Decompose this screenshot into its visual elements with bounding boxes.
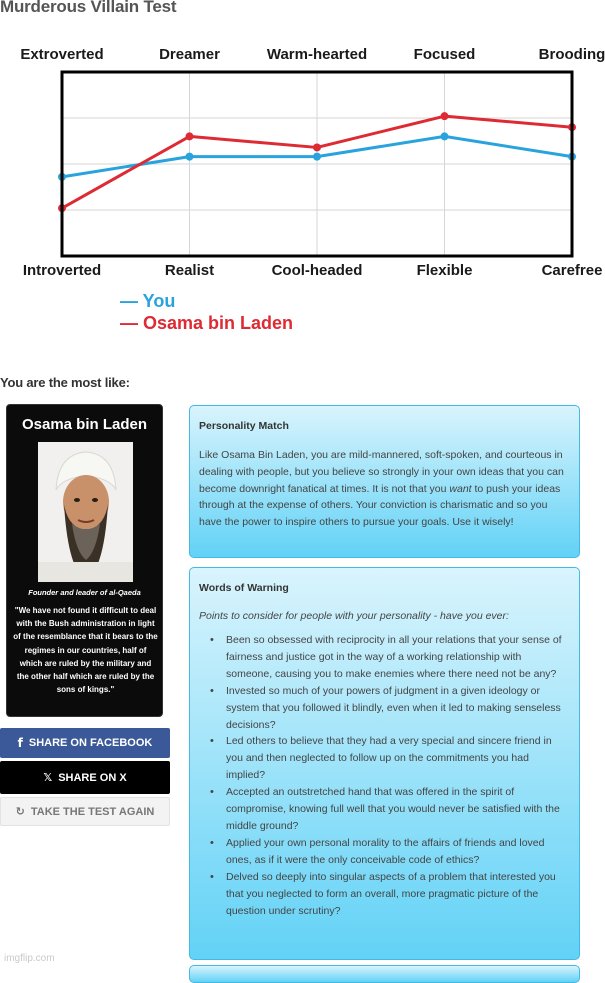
most-like-heading: You are the most like: bbox=[0, 375, 130, 390]
next-box-edge bbox=[189, 965, 580, 983]
personality-match-title: Personality Match bbox=[199, 420, 289, 432]
match-text-part: Like Osama Bin Laden, you are mild-mannered, soft-spoken, and courteous in dealing with people, but you believe so strongly in your own ideas that you can become downright fanatical at times. It is not that you bbox=[199, 449, 564, 495]
axis-bottom-label: Introverted bbox=[22, 262, 102, 279]
data-point-you bbox=[441, 132, 449, 140]
retake-test-label: TAKE THE TEST AGAIN bbox=[30, 805, 155, 818]
warning-list bbox=[199, 632, 570, 919]
refresh-icon: ↻ bbox=[15, 805, 25, 818]
share-x-label: SHARE ON X bbox=[58, 771, 127, 784]
axis-bottom-label: Realist bbox=[164, 262, 215, 279]
share-facebook-button[interactable] bbox=[0, 728, 170, 758]
share-x-button[interactable] bbox=[0, 761, 170, 794]
data-point-osama bbox=[313, 143, 321, 151]
personality-chart bbox=[0, 40, 605, 340]
match-text-emphasis: want bbox=[449, 482, 472, 495]
warning-title: Words of Warning bbox=[199, 582, 289, 594]
facebook-icon: f bbox=[17, 736, 23, 750]
legend-osama: — Osama bin Laden bbox=[120, 313, 294, 333]
warning-item: • Accepted an outstretched hand that was offered in the spirit of compromise, knowing full well that you would never be satisfied with the middle ground? bbox=[226, 784, 570, 835]
share-facebook-label: SHARE ON FACEBOOK bbox=[28, 737, 153, 749]
profile-card bbox=[6, 404, 163, 717]
personality-match-text bbox=[199, 447, 570, 531]
words-of-warning-box bbox=[189, 567, 580, 960]
data-point-osama bbox=[441, 112, 449, 120]
data-point-you bbox=[313, 153, 321, 161]
axis-bottom-label: Cool-headed bbox=[271, 262, 363, 279]
x-icon: 𝕏 bbox=[43, 771, 53, 784]
imgflip-watermark: imgflip.com bbox=[4, 953, 55, 964]
warning-intro: Points to consider for people with your personality - have you ever: bbox=[199, 610, 509, 622]
warning-item: • Been so obsessed with reciprocity in all your relations that your sense of fairness and justice got in the way of a working relationship with someone, causing you to make enemies where there need not be any? bbox=[226, 632, 570, 683]
axis-top-label: Dreamer bbox=[159, 46, 220, 63]
profile-role: Founder and leader of al-Qaeda bbox=[28, 588, 141, 597]
legend-you: — You bbox=[120, 291, 176, 311]
axis-bottom-label: Flexible bbox=[416, 262, 473, 279]
warning-item: • Applied your own personal morality to the affairs of friends and loved ones, as if it were the only conceivable code of ethics? bbox=[226, 835, 570, 869]
data-point-you bbox=[186, 153, 194, 161]
warning-item: • Led others to believe that they had a very special and sincere friend in you and then neglected to follow up on the commitments you had implied? bbox=[226, 733, 570, 784]
profile-name: Osama bin Laden bbox=[21, 416, 148, 433]
axis-top-label: Warm-hearted bbox=[266, 46, 368, 63]
warning-item: • Delved so deeply into singular aspects of a problem that interested you that you neglected to form an overall, more pragmatic picture of the question under scrutiny? bbox=[226, 869, 570, 920]
profile-portrait bbox=[38, 442, 133, 582]
page-title: Murderous Villain Test bbox=[0, 0, 177, 16]
axis-top-label: Focused bbox=[413, 46, 476, 63]
personality-match-box bbox=[189, 405, 580, 558]
data-point-osama bbox=[186, 132, 194, 140]
warning-item: • Invested so much of your powers of judgment in a given ideology or system that you followed it blindly, even when it led to making senseless decisions? bbox=[226, 683, 570, 734]
chart-svg bbox=[0, 40, 588, 340]
axis-top-label: Brooding bbox=[538, 46, 605, 63]
retake-test-button[interactable] bbox=[0, 797, 170, 826]
match-text-part: to push your ideas through at the expense of others. Your conviction is charismatic and so you have the power to inspire others to pursue your goals. Use it wisely! bbox=[199, 482, 561, 529]
axis-bottom-label: Carefree bbox=[541, 262, 603, 279]
profile-quote: "We have not found it difficult to deal with the Bush administration in light of the resemblance that it bears to the regimes in our countries, half of which are ruled by the military and the other half which are ruled by the sons of kings." bbox=[13, 606, 158, 695]
axis-top-label: Extroverted bbox=[20, 46, 104, 63]
